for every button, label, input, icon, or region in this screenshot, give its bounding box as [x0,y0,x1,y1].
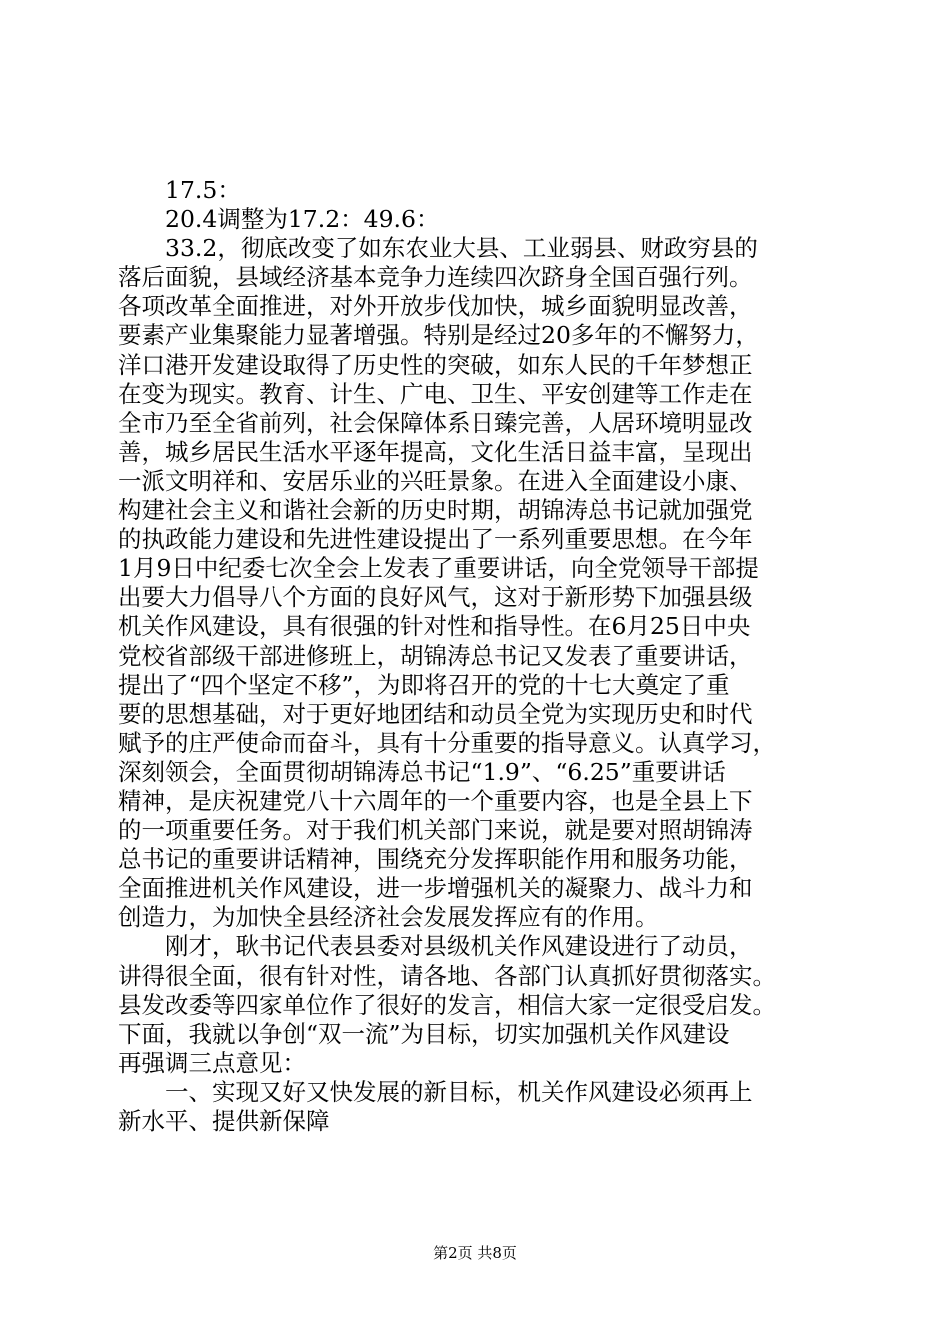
text-line: 各项改革全面推进，对外开放步伐加快，城乡面貌明显改善， [118,292,753,321]
text-line: 17.5： [118,176,241,204]
text-line: 创造力，为加快全县经济社会发展发挥应有的作用。 [118,903,659,932]
text-line: 20.4调整为17.2：49.6： [118,205,440,234]
text-line: 深刻领会，全面贯彻胡锦涛总书记“1.9”、“6.25”重要讲话 [118,757,726,786]
page-footer: 第2页 共8页 [433,1244,517,1262]
text-line: 提出了“四个坚定不移”，为即将召开的党的十七大奠定了重 [118,670,730,699]
text-line: 要的思想基础，对于更好地团结和动员全党为实现历史和时代 [118,699,753,728]
text-line: 一派文明祥和、安居乐业的兴旺景象。在进入全面建设小康、 [118,466,753,495]
text-line: 刚才，耿书记代表县委对县级机关作风建设进行了动员， [118,932,753,961]
text-line: 新水平、提供新保障 [118,1107,330,1135]
text-line: 落后面貌，县域经济基本竞争力连续四次跻身全国百强行列。 [118,263,753,292]
text-line: 机关作风建设，具有很强的针对性和指导性。在6月25日中央 [118,612,751,641]
text-line: 的一项重要任务。对于我们机关部门来说，就是要对照胡锦涛 [118,816,753,845]
text-line: 的执政能力建设和先进性建设提出了一系列重要思想。在今年 [118,525,753,554]
text-line: 全面推进机关作风建设，进一步增强机关的凝聚力、战斗力和 [118,874,753,903]
text-line: 县发改委等四家单位作了很好的发言，相信大家一定很受启发。 [118,990,776,1019]
text-line: 党校省部级干部进修班上，胡锦涛总书记又发表了重要讲话， [118,641,753,670]
text-line: 一、实现又好又快发展的新目标，机关作风建设必须再上 [118,1077,753,1106]
text-line: 总书记的重要讲话精神，围绕充分发挥职能作用和服务功能， [118,845,753,874]
text-line: 要素产业集聚能力显著增强。特别是经过20多年的不懈努力， [118,321,759,350]
text-line: 讲得很全面，很有针对性，请各地、各部门认真抓好贯彻落实。 [118,961,776,990]
text-line: 再强调三点意见： [118,1048,306,1077]
text-line: 全市乃至全省前列，社会保障体系日臻完善，人居环境明显改 [118,408,753,437]
text-line: 精神，是庆祝建党八十六周年的一个重要内容，也是全县上下 [118,786,753,815]
text-line: 善，城乡居民生活水平逐年提高，文化生活日益丰富，呈现出 [118,437,753,466]
text-line: 洋口港开发建设取得了历史性的突破，如东人民的千年梦想正 [118,350,753,379]
text-line: 下面，我就以争创“双一流”为目标，切实加强机关作风建设 [118,1019,730,1048]
text-line: 赋予的庄严使命而奋斗，具有十分重要的指导意义。认真学习， [118,728,776,757]
text-line: 33.2，彻底改变了如东农业大县、工业弱县、财政穷县的 [118,234,758,263]
text-line: 1月9日中纪委七次全会上发表了重要讲话，向全党领导干部提 [118,554,759,583]
text-line: 在变为现实。教育、计生、广电、卫生、平安创建等工作走在 [118,379,753,408]
text-line: 出要大力倡导八个方面的良好风气，这对于新形势下加强县级 [118,583,753,612]
body-text [118,176,838,1136]
text-line: 构建社会主义和谐社会新的历史时期，胡锦涛总书记就加强党 [118,496,753,525]
